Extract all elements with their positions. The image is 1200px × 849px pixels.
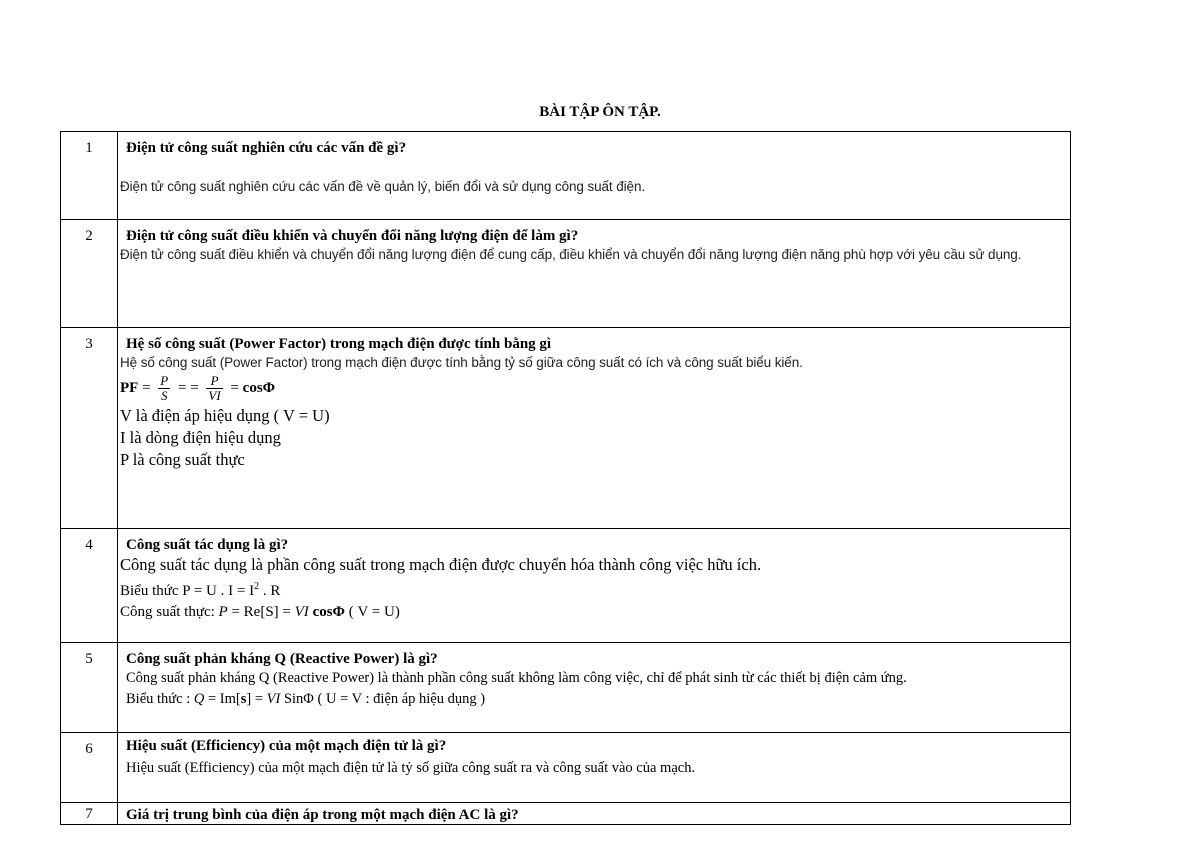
real-end: ( V = U) bbox=[345, 604, 400, 620]
row-number: 7 bbox=[61, 803, 118, 825]
answer-text: Công suất phản kháng Q (Reactive Power) là thành phần công suất không làm công việc, chỉ để phát sinh từ các thiết bị điện cảm ứng. bbox=[126, 670, 907, 686]
qa-table bbox=[60, 131, 1071, 825]
question-text: Giá trị trung bình của điện áp trong một mạch điện AC là gì? bbox=[126, 807, 519, 823]
fraction-denominator: S bbox=[158, 388, 170, 403]
table-row bbox=[61, 132, 1071, 220]
table-row bbox=[61, 220, 1071, 328]
row-number: 1 bbox=[61, 132, 118, 220]
definition-line: V là điện áp hiệu dụng ( V = U) bbox=[120, 406, 330, 425]
expression-end: SinΦ ( U = V : điện áp hiệu dụng ) bbox=[280, 691, 486, 707]
expression-vi: VI bbox=[266, 691, 281, 707]
question-text: Công suất tác dụng là gì? bbox=[126, 537, 289, 553]
row-number: 6 bbox=[61, 733, 118, 803]
question-text: Hệ số công suất (Power Factor) trong mạch điện được tính bằng gì bbox=[126, 336, 552, 352]
row-number: 2 bbox=[61, 220, 118, 328]
formula-equals: = = bbox=[178, 380, 199, 396]
question-text: Hiệu suất (Efficiency) của một mạch điện tử là gì? bbox=[126, 738, 447, 754]
expression-mid2: ] = bbox=[246, 691, 267, 707]
real-power-line bbox=[120, 602, 1070, 623]
table-row bbox=[61, 529, 1071, 643]
real-prefix: Công suất thực: bbox=[120, 604, 219, 620]
row-number: 5 bbox=[61, 643, 118, 733]
expression-prefix: Biểu thức : bbox=[126, 691, 194, 707]
row-content bbox=[118, 132, 1071, 220]
expression-suffix: . R bbox=[259, 583, 281, 599]
question-text: Điện tử công suất nghiên cứu các vấn đề gì? bbox=[126, 140, 407, 156]
answer-text: Điện tử công suất nghiên cứu các vấn đề về quản lý, biến đổi và sử dụng công suất điện. bbox=[120, 179, 646, 194]
table-row bbox=[61, 643, 1071, 733]
table-row bbox=[61, 328, 1071, 529]
expression-q: Q bbox=[193, 691, 205, 707]
expression-line bbox=[126, 688, 1070, 710]
row-content bbox=[118, 220, 1071, 328]
fraction-numerator: P bbox=[160, 373, 169, 389]
expression-superscript: 2 bbox=[254, 581, 260, 592]
row-number: 3 bbox=[61, 328, 118, 529]
question-text: Công suất phản kháng Q (Reactive Power) là gì? bbox=[126, 651, 438, 667]
real-vi: VI bbox=[294, 604, 309, 620]
expression-prefix: Biểu thức P = U . I = I bbox=[120, 583, 255, 599]
formula-equals: = bbox=[142, 380, 151, 396]
row-content bbox=[118, 643, 1071, 733]
expression-s: s bbox=[240, 691, 247, 707]
row-number: 4 bbox=[61, 529, 118, 643]
definition-line: P là công suất thực bbox=[120, 450, 245, 469]
definition-line: I là dòng điện hiệu dụng bbox=[120, 428, 281, 447]
expression-mid: = Im[ bbox=[204, 691, 241, 707]
formula-pf: PF bbox=[120, 380, 139, 396]
row-content bbox=[118, 803, 1071, 825]
row-content bbox=[118, 733, 1071, 803]
formula-result: cosΦ bbox=[242, 380, 276, 396]
question-text: Điện tử công suất điều khiển và chuyển đổi năng lượng điện để làm gì? bbox=[126, 228, 579, 244]
fraction-p-over-vi bbox=[206, 374, 222, 403]
answer-text: Điện tử công suất điều khiển và chuyển đổi năng lượng điện để cung cấp, điều khiển và chuyển đổi năng lượng điện năng phù hợp với yêu cầu sử dụng. bbox=[120, 247, 1022, 262]
answer-text: Hiệu suất (Efficiency) của một mạch điện tử là tỷ số giữa công suất ra và công suất vào của mạch. bbox=[126, 760, 696, 776]
row-content bbox=[118, 328, 1071, 529]
answer-text: Công suất tác dụng là phần công suất trong mạch điện được chuyển hóa thành công việc hữu ích. bbox=[120, 555, 762, 574]
real-p: P bbox=[218, 604, 228, 620]
fraction-p-over-s bbox=[158, 374, 170, 403]
real-mid: = Re[S] = bbox=[227, 604, 295, 620]
row-content bbox=[118, 529, 1071, 643]
fraction-numerator: P bbox=[210, 373, 219, 389]
formula-equals: = bbox=[230, 380, 239, 396]
table-row bbox=[61, 733, 1071, 803]
expression-line bbox=[120, 576, 1070, 602]
document-title: BÀI TẬP ÔN TẬP. bbox=[539, 104, 661, 120]
answer-text: Hệ số công suất (Power Factor) trong mạch điện được tính bằng tỷ số giữa công suất có ích và công suất biểu kiến. bbox=[120, 355, 803, 370]
power-factor-formula bbox=[120, 373, 1070, 405]
fraction-denominator: VI bbox=[208, 388, 221, 404]
table-row bbox=[61, 803, 1071, 825]
real-cos: cosΦ bbox=[308, 604, 345, 620]
